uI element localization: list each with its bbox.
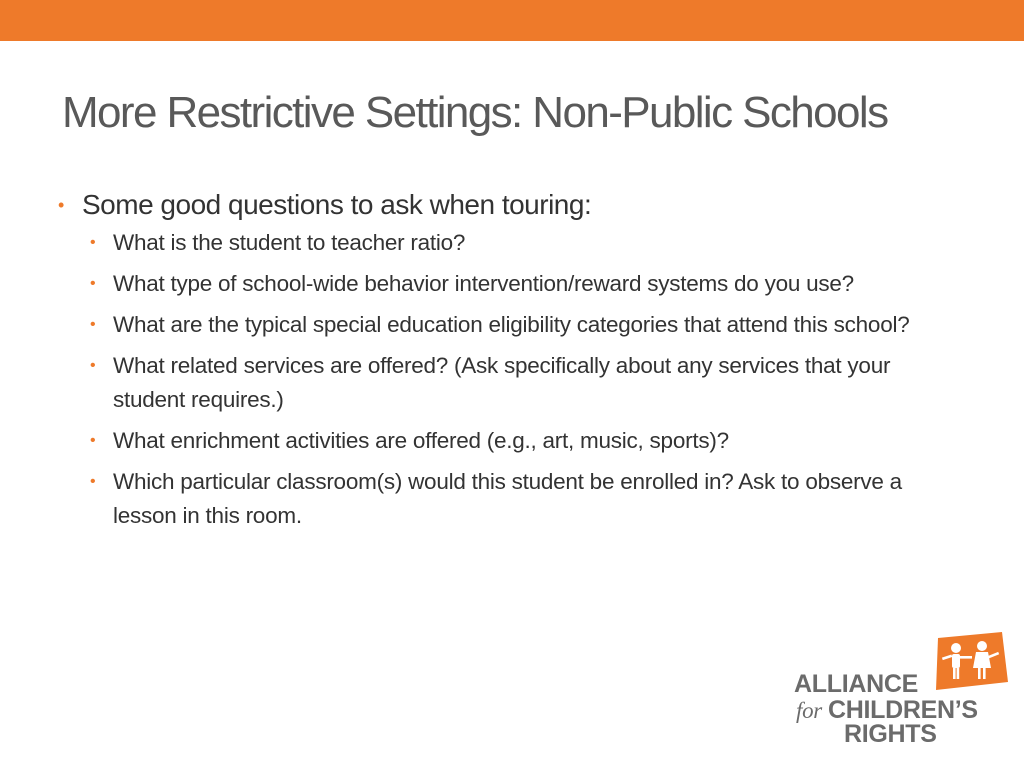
bullet-icon: • <box>90 357 96 374</box>
main-bullet-text: Some good questions to ask when touring: <box>82 189 592 220</box>
bullet-icon: • <box>90 473 96 490</box>
sub-bullet-item <box>87 349 956 417</box>
sub-bullet-text: What type of school-wide behavior intervention/reward systems do you use? <box>113 271 854 296</box>
sub-bullet-item <box>87 226 956 260</box>
sub-bullet-text: What is the student to teacher ratio? <box>113 230 466 255</box>
logo-text-alliance: ALLIANCE <box>794 670 918 698</box>
bullet-list <box>56 188 956 540</box>
sub-bullet-text: Which particular classroom(s) would this student be enrolled in? Ask to observe a lesson in this room. <box>113 469 902 528</box>
sub-bullet-item <box>87 267 956 301</box>
sub-bullet-text: What are the typical special education eligibility categories that attend this school? <box>113 312 910 337</box>
bullet-icon: • <box>90 316 96 333</box>
top-accent-bar <box>0 0 1024 41</box>
main-bullet-item <box>56 188 956 533</box>
bullet-icon: • <box>90 234 96 251</box>
sub-bullet-item <box>87 465 956 533</box>
bullet-icon: • <box>90 275 96 292</box>
slide-title: More Restrictive Settings: Non-Public Schools <box>62 88 888 137</box>
sub-bullet-text: What related services are offered? (Ask specifically about any services that your student requires.) <box>113 353 891 412</box>
logo-text-for: for <box>796 698 822 723</box>
bullet-icon: • <box>90 432 96 449</box>
logo-text-childrens: CHILDREN’S <box>828 696 978 724</box>
children-holding-hands-icon <box>932 632 1008 690</box>
logo-text-rights: RIGHTS <box>844 720 937 748</box>
sub-bullet-item <box>87 308 956 342</box>
sub-bullet-text: What enrichment activities are offered (e.g., art, music, sports)? <box>113 428 729 453</box>
sub-bullet-list <box>82 226 956 533</box>
sub-bullet-item <box>87 424 956 458</box>
bullet-icon: • <box>58 195 64 215</box>
alliance-logo <box>792 632 1012 748</box>
